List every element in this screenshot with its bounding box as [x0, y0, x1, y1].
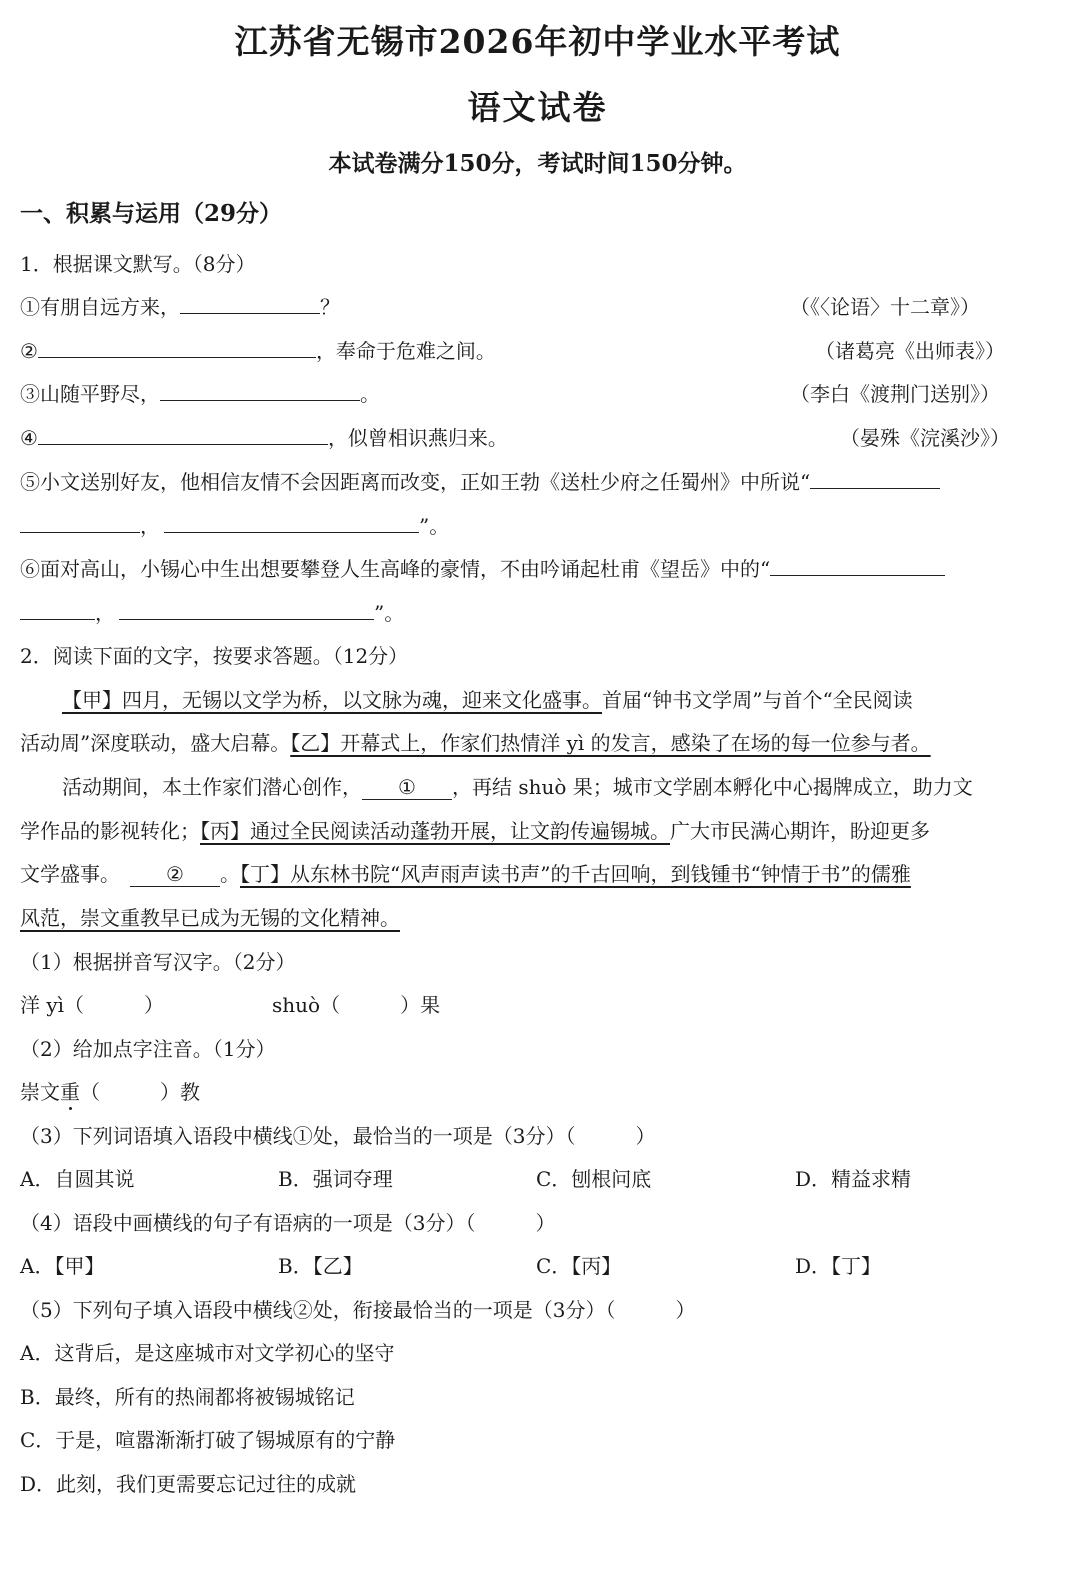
q1-line2: [20, 335, 496, 364]
q1-line4-text: ，似曾相识燕归来。: [327, 426, 508, 450]
exam-note: 本试卷满分150分，考试时间150分钟。: [328, 150, 747, 177]
q1-line3: [20, 378, 380, 407]
q1-line6-cont: [20, 597, 404, 626]
sentence-ding-cont: 风范，崇文重教早已成为无锡的文化精神。: [20, 906, 400, 930]
passage-line: [62, 771, 973, 800]
sub5-option-d[interactable]: D．此刻，我们更需要忘记过往的成就: [20, 1472, 357, 1496]
q1-line1-end: ？: [320, 295, 340, 319]
q1-line3-text: ③山随平野尽，: [20, 382, 160, 406]
passage-text: 首届“钟书文学周”与首个“全民阅读: [602, 688, 913, 712]
q1-line4-num: ④: [20, 426, 38, 450]
passage-text: 文学盛事。: [20, 862, 120, 886]
passage-line: [20, 902, 400, 931]
q1-line5-text: ⑤小文送别好友，他相信友情不会因距离而改变，正如王勃《送杜少府之任蜀州》中所说“: [20, 470, 811, 494]
sub-question-5: （5）下列句子填入语段中横线②处，衔接最恰当的一项是（3分）（ ）: [20, 1298, 696, 1322]
sub3-option-a[interactable]: A．自圆其说: [20, 1167, 135, 1191]
sub1-answer-a[interactable]: 洋 yì（ ）: [20, 993, 165, 1017]
answer-blank[interactable]: [38, 337, 316, 358]
answer-blank[interactable]: [164, 512, 419, 533]
sub-question-3: （3）下列词语填入语段中横线①处，最恰当的一项是（3分）（ ）: [20, 1124, 656, 1148]
q1-line6-end: ”。: [374, 601, 405, 625]
passage-line: [20, 815, 930, 844]
q1-line5: [20, 466, 940, 495]
sentence-jia: 【甲】四月，无锡以文学为桥，以文脉为魂，迎来文化盛事。: [62, 688, 602, 712]
sub5-option-b[interactable]: B．最终，所有的热闹都将被锡城铭记: [20, 1385, 355, 1409]
answer-blank[interactable]: [160, 380, 360, 401]
answer-blank[interactable]: [20, 599, 95, 620]
passage-text: 广大市民满心期许，盼迎更多: [670, 819, 930, 843]
sub3-option-c[interactable]: C．刨根问底: [536, 1167, 652, 1191]
passage-line: [62, 684, 913, 713]
sub-question-2: （2）给加点字注音。（1分）: [20, 1037, 276, 1061]
q1-line5-comma: ，: [140, 514, 160, 538]
passage-text: 活动期间，本土作家们潜心创作，: [62, 775, 362, 799]
q1-line4-source: （晏殊《浣溪沙》）: [840, 426, 1010, 450]
blank-marker-1: ①: [362, 775, 452, 800]
passage-text: 学作品的影视转化；: [20, 819, 200, 843]
q2-stem: 2．阅读下面的文字，按要求答题。（12分）: [20, 644, 409, 668]
q1-line1-source: （《〈论语〉十二章》）: [790, 295, 980, 319]
section-title: 一、积累与运用（29分）: [20, 200, 283, 227]
answer-blank[interactable]: [180, 293, 320, 314]
sub5-option-a[interactable]: A．这背后，是这座城市对文学初心的坚守: [20, 1341, 395, 1365]
q1-line3-end: 。: [360, 382, 380, 406]
passage-text: 。: [220, 862, 240, 886]
answer-blank[interactable]: [119, 599, 374, 620]
passage-text: 活动周”深度联动，盛大启幕。: [20, 731, 291, 755]
q1-line5-end: ”。: [419, 514, 450, 538]
exam-subject: 语文试卷: [467, 88, 608, 127]
sub5-option-c[interactable]: C．于是，喧嚣渐渐打破了锡城原有的宁静: [20, 1428, 396, 1452]
answer-blank[interactable]: [770, 555, 945, 576]
dotted-character: 重: [60, 1080, 80, 1104]
sub4-option-b[interactable]: B．【乙】: [278, 1254, 363, 1278]
answer-blank[interactable]: [810, 468, 940, 489]
q1-line1: [20, 291, 340, 320]
q1-line6-text: ⑥面对高山，小锡心中生出想要攀登人生高峰的豪情，不由吟诵起杜甫《望岳》中的“: [20, 557, 771, 581]
sub2-blank: （ ）教: [80, 1080, 200, 1104]
sub-question-4: （4）语段中画横线的句子有语病的一项是（3分）（ ）: [20, 1211, 556, 1235]
exam-title: 江苏省无锡市2026年初中学业水平考试: [234, 22, 841, 61]
sub2-text: 崇文: [20, 1080, 60, 1104]
q1-line2-num: ②: [20, 339, 38, 363]
q1-line5-cont: [20, 510, 449, 539]
passage-line: [20, 727, 931, 756]
sentence-bing: 【丙】通过全民阅读活动蓬勃开展，让文韵传遍锡城。: [200, 819, 670, 843]
passage-text: ，再结 shuò 果；城市文学剧本孵化中心揭牌成立，助力文: [452, 775, 973, 799]
q1-line6: [20, 553, 945, 582]
q1-line3-source: （李白《渡荆门送别》）: [790, 382, 1000, 406]
answer-blank[interactable]: [38, 424, 328, 445]
answer-blank[interactable]: [20, 512, 140, 533]
q1-line2-text: ，奉命于危难之间。: [315, 339, 496, 363]
sub4-option-c[interactable]: C．【丙】: [536, 1254, 622, 1278]
q1-line2-source: （诸葛亮《出师表》）: [815, 339, 1005, 363]
sub3-option-d[interactable]: D．精益求精: [795, 1167, 912, 1191]
passage-line: [20, 858, 911, 887]
sentence-ding: 【丁】从东林书院“风声雨声读书声”的千古回响，到钱锺书“钟情于书”的儒雅: [240, 862, 911, 886]
q1-stem: 1．根据课文默写。（8分）: [20, 252, 256, 276]
sub2-answer[interactable]: [20, 1076, 200, 1105]
sub1-answer-b[interactable]: shuò（ ）果: [272, 993, 441, 1017]
sentence-yi: 【乙】开幕式上，作家们热情洋 yì 的发言，感染了在场的每一位参与者。: [290, 731, 931, 755]
q1-line1-text: ①有朋自远方来，: [20, 295, 180, 319]
sub4-option-d[interactable]: D．【丁】: [795, 1254, 882, 1278]
blank-marker-2: ②: [130, 862, 220, 887]
q1-line4: [20, 422, 508, 451]
q1-line6-comma: ，: [95, 601, 115, 625]
sub4-option-a[interactable]: A．【甲】: [20, 1254, 105, 1278]
sub-question-1: （1）根据拼音写汉字。（2分）: [20, 950, 296, 974]
sub3-option-b[interactable]: B．强词夺理: [278, 1167, 393, 1191]
